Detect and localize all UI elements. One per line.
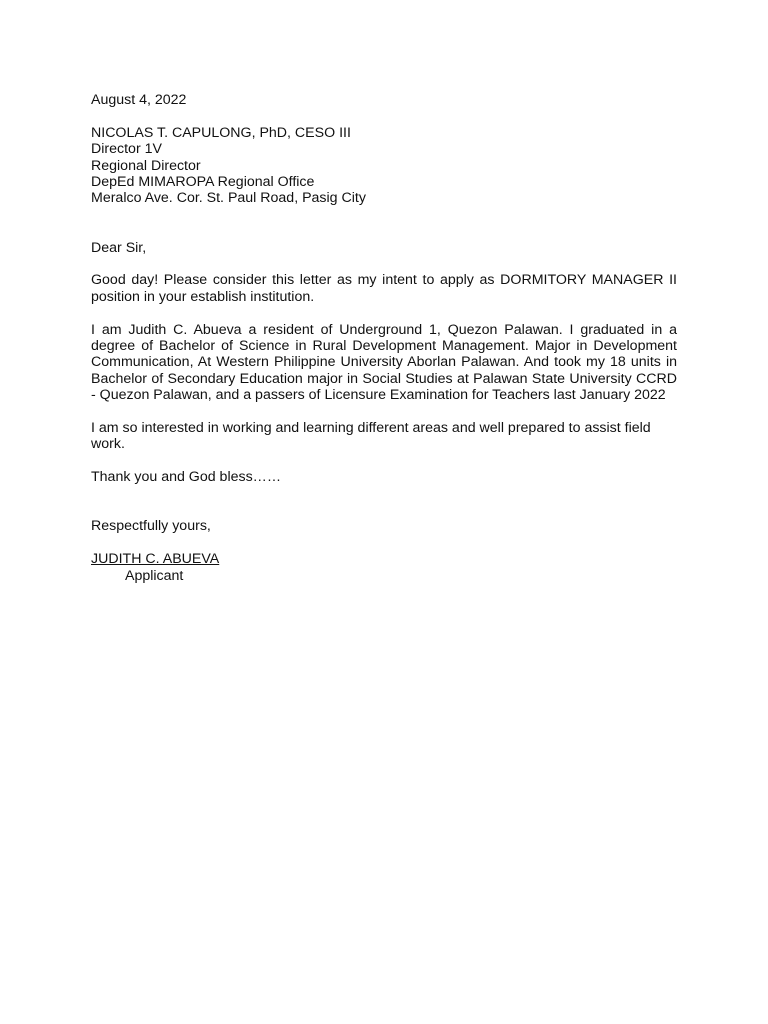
paragraph-background: I am Judith C. Abueva a resident of Underground 1, Quezon Palawan. I graduated in a degree of Bachelor of Science in Rural Development Management. Major in Development Communication, At Western Philippine University Aborlan Palawan. And took my 18 units in Bachelor of Secondary Education major in Social Studies at Palawan State University CCRD - Quezon Palawan, and a passers of Licensure Examination for Teachers last January 2022	[91, 321, 677, 404]
recipient-block	[91, 125, 677, 207]
recipient-title-2: Regional Director	[91, 157, 201, 174]
recipient-name: NICOLAS T. CAPULONG, PhD, CESO III	[91, 124, 351, 141]
paragraph-thanks: Thank you and God bless……	[91, 469, 282, 486]
recipient-title-1: Director 1V	[91, 141, 162, 158]
paragraph-intent: Good day! Please consider this letter as my intent to apply as DORMITORY MANAGER II position in your establish institution.	[91, 272, 677, 305]
salutation: Dear Sir,	[91, 239, 147, 256]
signatory-title: Applicant	[125, 567, 184, 584]
recipient-office: DepEd MIMAROPA Regional Office	[91, 174, 315, 191]
letter-page	[91, 92, 677, 584]
closing: Respectfully yours,	[91, 518, 211, 535]
letter-date: August 4, 2022	[91, 92, 187, 108]
signature-block	[91, 551, 677, 584]
recipient-address: Meralco Ave. Cor. St. Paul Road, Pasig City	[91, 190, 366, 207]
paragraph-interest: I am so interested in working and learning different areas and well prepared to assist field work.	[91, 420, 651, 453]
signatory-name: JUDITH C. ABUEVA	[91, 551, 220, 568]
